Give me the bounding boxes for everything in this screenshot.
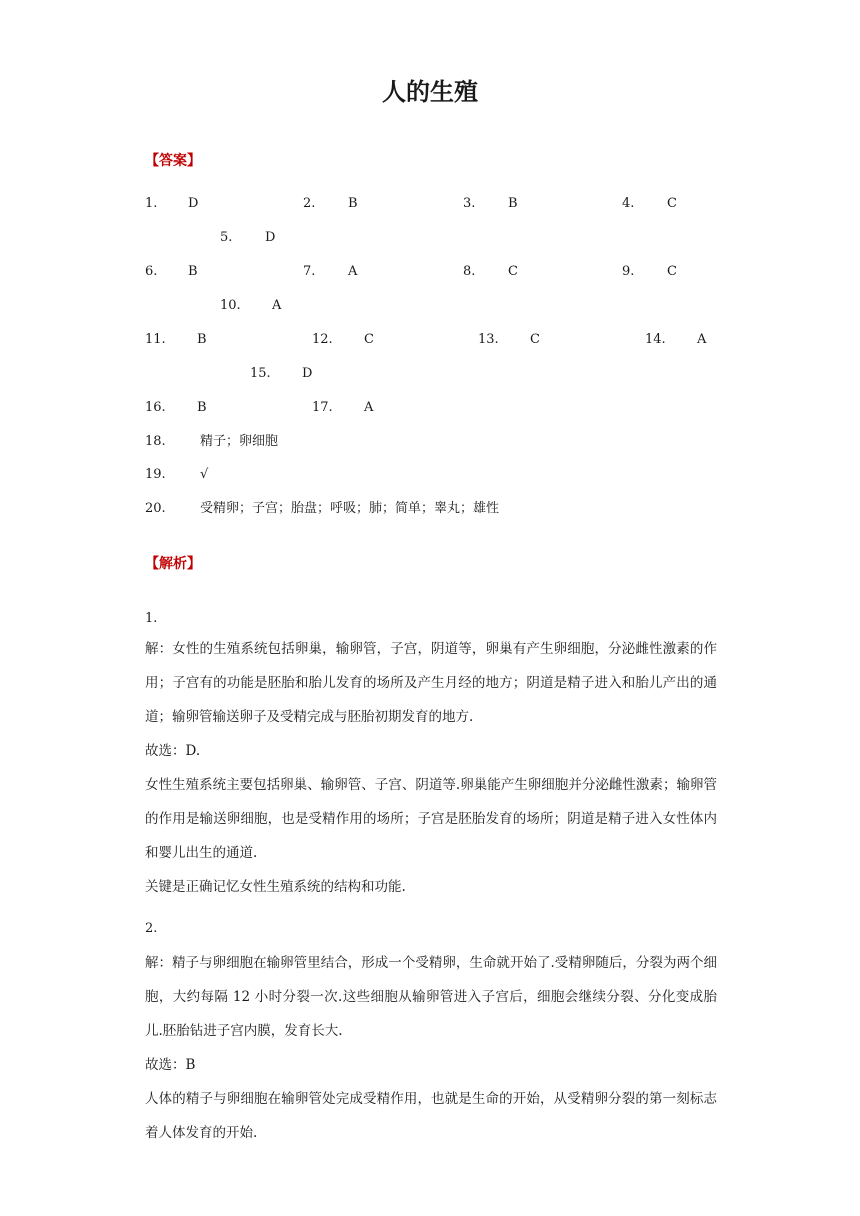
answer-number: 12. xyxy=(312,332,333,347)
answer-number: 7. xyxy=(303,264,316,279)
answer-number: 18. xyxy=(145,434,166,449)
answer-value: A xyxy=(364,400,374,415)
answer-value: C xyxy=(667,264,677,279)
answer-value: B xyxy=(188,264,198,279)
answer-number: 11. xyxy=(145,332,166,347)
analysis-paragraph: 解：女性的生殖系统包括卵巢，输卵管，子宫，阴道等，卵巢有产生卵细胞，分泌雌性激素的作用；子宫有的功能是胚胎和胎儿发育的场所及产生月经的地方；阴道是精子进入和胎儿产出的通道；输卵管输送卵子及受精完成与胚胎初期发育的地方. xyxy=(145,641,717,725)
answer-value: D xyxy=(265,230,276,245)
answer-heading: 【答案】 xyxy=(145,153,201,169)
answer-value: D xyxy=(302,366,313,381)
answer-number: 14. xyxy=(645,332,666,347)
answer-value: A xyxy=(348,264,358,279)
answer-value: D xyxy=(188,196,199,211)
answer-number: 13. xyxy=(478,332,499,347)
analysis-paragraph: 故选：B xyxy=(145,1057,196,1073)
answer-number: 6. xyxy=(145,264,158,279)
analysis-paragraph: 故选：D. xyxy=(145,743,201,759)
analysis-paragraph: 女性生殖系统主要包括卵巢、输卵管、子宫、阴道等.卵巢能产生卵细胞并分泌雌性激素；输卵管的作用是输送卵细胞，也是受精作用的场所；子宫是胚胎发育的场所；阴道是精子进入女性体内和婴儿出生的通道. xyxy=(145,777,717,861)
answer-value: B xyxy=(197,400,207,415)
answer-value: A xyxy=(697,332,707,347)
analysis-paragraph: 关键是正确记忆女性生殖系统的结构和功能. xyxy=(145,879,406,895)
answer-value: 精子；卵细胞 xyxy=(200,434,279,449)
answer-number: 20. xyxy=(145,501,166,516)
answer-number: 9. xyxy=(622,264,635,279)
answer-number: 8. xyxy=(463,264,476,279)
answer-value: A xyxy=(272,298,282,313)
answer-number: 10. xyxy=(220,298,241,313)
answer-value: C xyxy=(508,264,518,279)
answer-number: 2. xyxy=(303,196,316,211)
analysis-paragraph: 解：精子与卵细胞在输卵管里结合，形成一个受精卵，生命就开始了.受精卵随后，分裂为两个细胞，大约每隔 12 小时分裂一次.这些细胞从输卵管进入子宫后，细胞会继续分裂、分化变成胎儿.胚胎钻进子宫内膜，发育长大. xyxy=(145,955,717,1039)
answer-number: 5. xyxy=(220,230,233,245)
answer-value: C xyxy=(667,196,677,211)
answer-number: 15. xyxy=(250,366,271,381)
answer-value: 受精卵；子宫；胎盘；呼吸；肺；简单；睾丸；雄性 xyxy=(200,501,500,516)
page-title: 人的生殖 xyxy=(382,78,478,106)
answer-value: C xyxy=(530,332,540,347)
analysis-heading: 【解析】 xyxy=(145,556,201,572)
answer-value: C xyxy=(364,332,374,347)
analysis-number: 2. xyxy=(145,921,158,936)
answer-value: √ xyxy=(200,467,209,482)
answer-value: B xyxy=(508,196,518,211)
answer-number: 16. xyxy=(145,400,166,415)
answer-value: B xyxy=(197,332,207,347)
analysis-paragraph: 人体的精子与卵细胞在输卵管处完成受精作用，也就是生命的开始，从受精卵分裂的第一刻标志着人体发育的开始. xyxy=(145,1091,717,1141)
answer-number: 19. xyxy=(145,467,166,482)
answer-number: 1. xyxy=(145,196,158,211)
answer-number: 4. xyxy=(622,196,635,211)
answer-value: B xyxy=(348,196,358,211)
answer-number: 3. xyxy=(463,196,476,211)
answer-number: 17. xyxy=(312,400,333,415)
analysis-number: 1. xyxy=(145,611,158,626)
